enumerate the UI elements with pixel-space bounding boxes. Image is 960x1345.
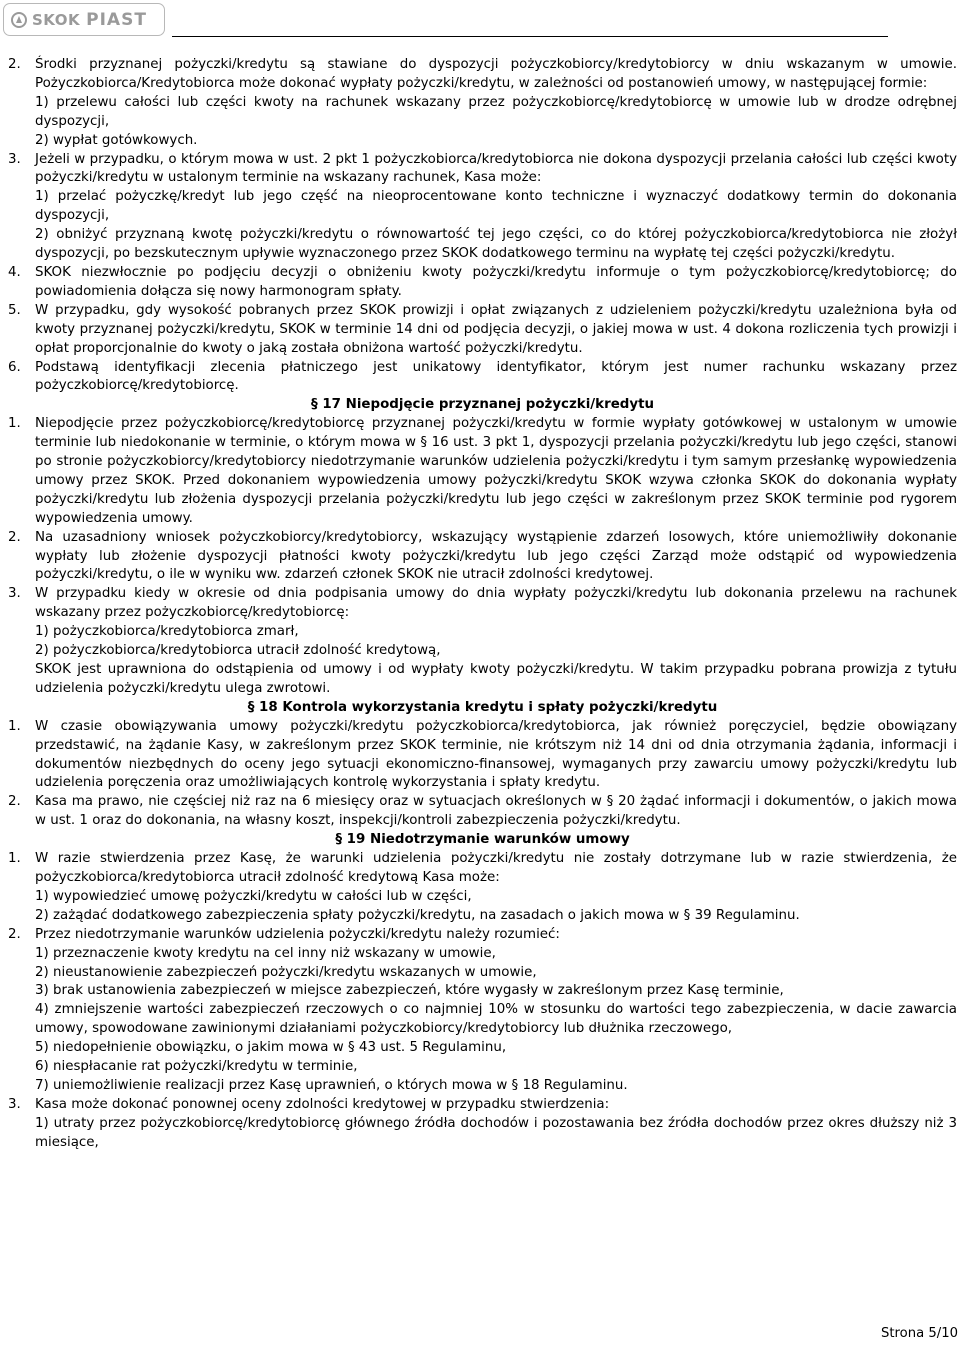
paragraph-number: 3. (8, 151, 21, 167)
sub-point: 2) zażądać dodatkowego zabezpieczenia spłaty pożyczki/kredytu, na zasadach o jakich mowa w § 39 Regulaminu. (35, 907, 800, 923)
paragraph-number: 3. (8, 1096, 21, 1112)
sub-point: 1) pożyczkobiorca/kredytobiorca zmarł, (35, 624, 299, 640)
sub-point: 1) wypowiedzieć umowę pożyczki/kredytu w całości lub w części, (35, 888, 472, 904)
paragraph-number: 1. (8, 718, 21, 734)
paragraph-text: Jeżeli w przypadku, o którym mowa w ust. 2 pkt 1 pożyczkobiorca/kredytobiorca nie dokona dyspozycji przelania całości lub części kwoty pożyczki/kredytu w ustalonym terminie na wskazany rachunek, Kasa może: (35, 151, 957, 186)
paragraph-number: 1. (8, 851, 21, 867)
paragraph-text: W razie stwierdzenia przez Kasę, że warunki udzielenia pożyczki/kredytu nie zostały dotrzymane lub w razie stwierdzenia, że pożyczkobiorca/kredytobiorca utracił zdolność kredytową Kasa może: (35, 851, 957, 885)
sub-point: 1) przeznaczenie kwoty kredytu na cel inny niż wskazany w umowie, (35, 945, 496, 961)
skok-piast-logo (3, 3, 165, 36)
paragraph-text: Kasa może dokonać ponownej oceny zdolności kredytowej w przypadku stwierdzenia: (35, 1096, 610, 1112)
paragraph-text: Środki przyznanej pożyczki/kredytu są stawiane do dyspozycji pożyczkobiorcy/kredytobiorcy w dniu wskazanym w umowie. Pożyczkobiorca/Kredytobiorca może dokonać wypłaty pożyczki/kredytu, w zależności od postanowień umowy, w następującej formie: (35, 57, 957, 91)
paragraph-number: 6. (8, 359, 21, 375)
numbered-paragraph (8, 56, 957, 94)
paragraph-number: 1. (8, 416, 21, 432)
page-number: Strona 5/10 (881, 1326, 958, 1341)
sub-point: 1) przelewu całości lub części kwoty na rachunek wskazany przez pożyczkobiorcę/kredytobiorcę w umowie lub w drodze odrębnej dyspozycji, (35, 94, 957, 129)
numbered-paragraph (8, 718, 957, 794)
sub-point: 4) zmniejszenie wartości zabezpieczeń rzeczowych o co najmniej 10% w stosunku do wartości tego zabezpieczenia, w dacie zawarcia umowy, spowodowane zawinionymi działaniami pożyczkobiorcy/kredytobiorcy lub dłużnika rzeczowego, (35, 1002, 957, 1037)
paragraph-number: 2. (8, 529, 21, 545)
header-rule (172, 36, 888, 37)
sub-point: 2) pożyczkobiorca/kredytobiorca utracił zdolność kredytową, (35, 643, 441, 659)
section-heading: § 17 Niepodjęcie przyznanej pożyczki/kredytu (310, 397, 655, 413)
paragraph-text: W czasie obowiązywania umowy pożyczki/kredytu pożyczkobiorca/kredytobiorca, jak również poręczyciel, będzie obowiązany przedstawić, na żądanie Kasy, w zakreślonym przez SKOK terminie, nie krótszym niż 14 dni od dnia otrzymania żądania, informacji i dokumentów niezbędnych do oceny jego sytuacji ekonomiczno-finansowej, wymaganych przy zawarciu umowy pożyczki/kredytu lub udzielenia poręczenia oraz umożliwiających kontrolę wykorzystania i spłaty kredytu. (35, 718, 957, 791)
numbered-paragraph (8, 1096, 957, 1115)
paragraph-number: 2. (8, 794, 21, 810)
paragraph-text: Niepodjęcie przez pożyczkobiorcę/kredytobiorcę przyznanej pożyczki/kredytu w formie wypłaty gotówkowej w ustalonym w umowie terminie lub niedokonanie w terminie, o którym mowa w § 16 ust. 3 pkt 1, dyspozycji przelania pożyczki/kredytu lub jego części, stanowi po stronie pożyczkobiorcy/kredytobiorcy niedotrzymanie warunków udzielenia pożyczki/kredytu i tym samym przesłankę wypowiedzenia umowy przez SKOK. Przed dokonaniem wypowiedzenia umowy pożyczki/kredytu SKOK wzywa członka SKOK do dokonania wypłaty pożyczki/kredytu lub złożenia dyspozycji przelania pożyczki/kredytu lub jego części w zakreślonym przez SKOK terminie pod rygorem wypowiedzenia umowy. (35, 416, 957, 526)
sub-point: 2) obniżyć przyznaną kwotę pożyczki/kredytu o równowartość tej jego części, co do której pożyczkobiorca/kredytobiorca nie złożył dyspozycji, po bezskutecznym upływie wyznaczonego przez SKOK dodatkowego terminu na wypłatę tej części pożyczki/kredytu. (35, 227, 957, 262)
numbered-paragraph (8, 793, 957, 831)
numbered-paragraph (8, 302, 957, 359)
numbered-paragraph (8, 151, 957, 189)
paragraph-text: W przypadku kiedy w okresie od dnia podpisania umowy do dnia wypłaty pożyczki/kredytu lub dokonania przelewu na rachunek wskazany przez pożyczkobiorcę/kredytobiorcę: (35, 586, 957, 621)
sub-point: 1) utraty przez pożyczkobiorcę/kredytobiorcę głównego źródła dochodów i pozostawania bez źródła dochodów przez okres dłuższy niż 3 miesiące, (35, 1115, 957, 1150)
section-heading: § 18 Kontrola wykorzystania kredytu i spłaty pożyczki/kredytu (247, 699, 718, 715)
paragraph-text: Na uzasadniony wniosek pożyczkobiorcy/kredytobiorcy, wskazujący wystąpienie zdarzeń losowych, które uniemożliwiły dokonanie wypłaty lub złożenie dyspozycji płatności kwoty pożyczki/kredytu lub jego części Zarząd może odstąpić od wypowiedzenia pożyczki/kredytu, o ile w wyniku ww. zdarzeń członek SKOK nie utracił zdolności kredytowej. (35, 529, 957, 583)
numbered-paragraph (8, 415, 957, 528)
logo-text-piast: PIAST (86, 9, 147, 30)
paragraph-text: Przez niedotrzymanie warunków udzielenia pożyczki/kredytu należy rozumieć: (35, 926, 560, 942)
sub-point: SKOK jest uprawniona do odstąpienia od umowy i od wypłaty kwoty pożyczki/kredytu. W takim przypadku pobrana prowizja z tytułu udzielenia pożyczki/kredytu ulega zwrotowi. (35, 662, 957, 696)
numbered-paragraph (8, 850, 957, 888)
numbered-paragraph (8, 264, 957, 302)
sub-point: 5) niedopełnienie obowiązku, o jakim mowa w § 43 ust. 5 Regulaminu, (35, 1040, 507, 1056)
paragraph-number: 2. (8, 926, 21, 942)
sub-point: 2) nieustanowienie zabezpieczeń pożyczki/kredytu wskazanych w umowie, (35, 964, 537, 980)
paragraph-number: 3. (8, 586, 21, 602)
sub-point: 7) uniemożliwienie realizacji przez Kasę uprawnień, o których mowa w § 18 Regulaminu. (35, 1077, 628, 1093)
numbered-paragraph (8, 359, 957, 397)
paragraph-number: 5. (8, 302, 21, 318)
document-body (8, 56, 957, 1153)
sub-point: 6) niespłacanie rat pożyczki/kredytu w terminie, (35, 1059, 358, 1075)
sub-point: 3) brak ustanowienia zabezpieczeń w miejsce zabezpieczeń, które wygasły w zakreślonym przez Kasę terminie, (35, 983, 784, 999)
paragraph-number: 4. (8, 264, 21, 280)
logo-text-skok: SKOK (32, 10, 81, 29)
paragraph-text: Kasa ma prawo, nie częściej niż raz na 6 miesięcy oraz w sytuacjach określonych w § 20 żądać informacji i dokumentów, o jakich mowa w ust. 1 oraz do dokonania, na własny koszt, inspekcji/kontroli zabezpieczenia pożyczki/kredytu. (35, 794, 957, 829)
paragraph-number: 2. (8, 57, 21, 72)
sub-point: 1) przelać pożyczkę/kredyt lub jego część na nieoprocentowane konto techniczne i wyznaczyć dodatkowy termin do dokonania dyspozycji, (35, 189, 957, 224)
skok-logo-mark-icon (11, 12, 27, 28)
numbered-paragraph (8, 529, 957, 586)
numbered-paragraph (8, 926, 957, 945)
numbered-paragraph (8, 585, 957, 623)
paragraph-text: W przypadku, gdy wysokość pobranych przez SKOK prowizji i opłat związanych z udzieleniem pożyczki/kredytu uzależniona była od kwoty przyznanej pożyczki/kredytu, SKOK w terminie 14 dni od podjęcia decyzji, o jakiej mowa w ust. 4 dokona rozliczenia tych prowizji i opłat proporcjonalnie do kwoty o jaką została obniżona wartość pożyczki/kredytu. (35, 302, 957, 356)
paragraph-text: Podstawą identyfikacji zlecenia płatniczego jest unikatowy identyfikator, którym jest numer rachunku wskazany przez pożyczkobiorcę/kredytobiorcę. (35, 359, 957, 394)
section-heading: § 19 Niedotrzymanie warunków umowy (335, 832, 630, 848)
sub-point: 2) wypłat gotówkowych. (35, 132, 198, 148)
paragraph-text: SKOK niezwłocznie po podjęciu decyzji o obniżeniu kwoty pożyczki/kredytu informuje o tym pożyczkobiorcę/kredytobiorcę; do powiadomienia dołącza się nowy harmonogram spłaty. (35, 264, 957, 299)
